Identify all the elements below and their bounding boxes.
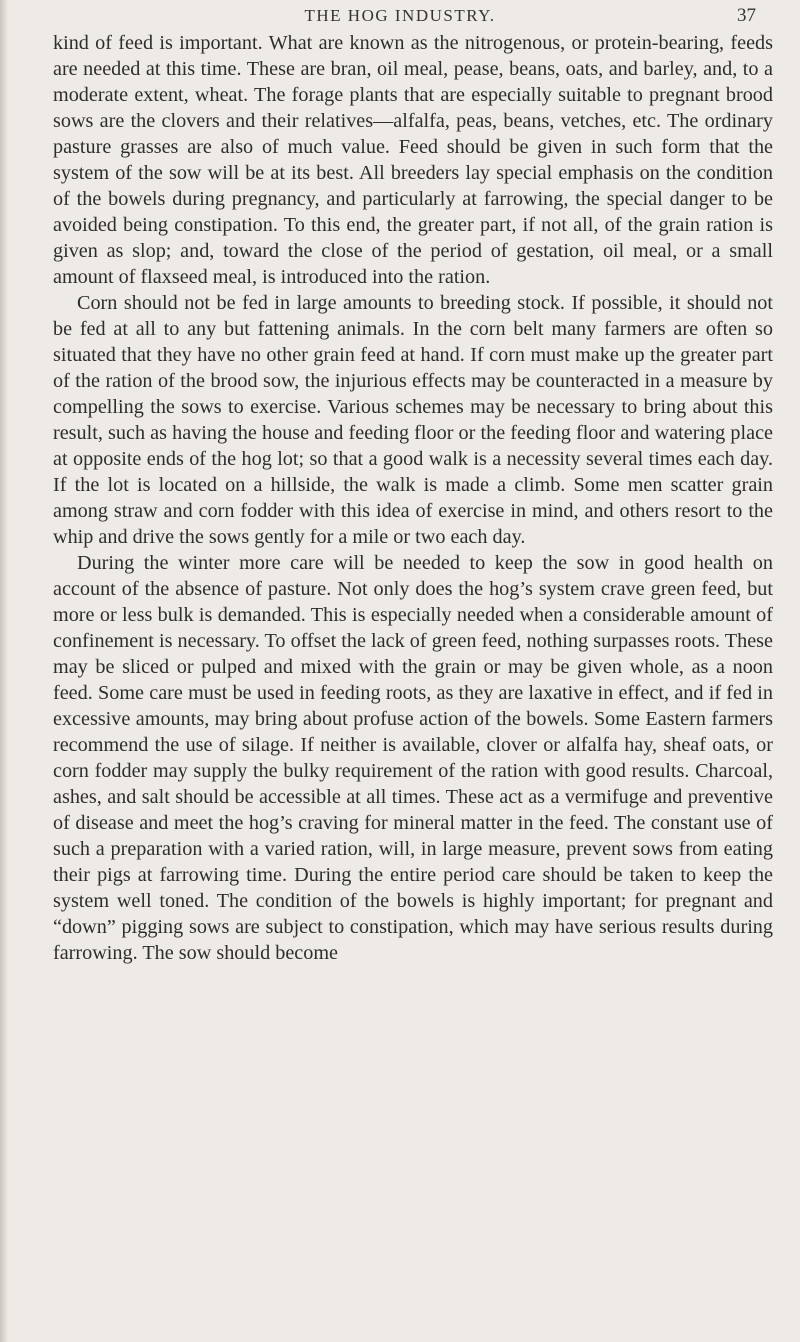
body-text — [53, 30, 773, 966]
paragraph-feed: kind of feed is important. What are known as the nitrogenous, or protein-bearing, feeds are needed at this time. These are bran, oil meal, pease, beans, oats, and barley, and, to a moderate extent, wheat. The forage plants that are especially suitable to pregnant brood sows are the clovers and their relatives—alfalfa, peas, beans, vetches, etc. The ordinary pasture grasses are also of much value. Feed should be given in such form that the system of the sow will be at its best. All breeders lay special emphasis on the condition of the bowels during pregnancy, and particularly at farrowing, the special danger to be avoided being constipation. To this end, the greater part, if not all, of the grain ration is given as slop; and, toward the close of the period of gestation, oil meal, or a small amount of flaxseed meal, is introduced into the ration. — [53, 32, 773, 288]
paragraph-corn: Corn should not be fed in large amounts to breeding stock. If possible, it should not be fed at all to any but fattening animals. In the corn belt many farmers are often so situated that they have no other grain feed at hand. If corn must make up the greater part of the ration of the brood sow, the injurious effects may be counteracted in a measure by compelling the sows to exercise. Various schemes may be necessary to bring about this result, such as having the house and feeding floor or the feeding floor and watering place at opposite ends of the hog lot; so that a good walk is a necessity several times each day. If the lot is located on a hillside, the walk is made a climb. Some men scatter grain among straw and corn fodder with this idea of exercise in mind, and others resort to the whip and drive the sows gently for a mile or two each day. — [53, 292, 773, 548]
page-number: 37 — [737, 5, 756, 26]
page-binding-edge — [0, 0, 8, 1342]
running-title: THE HOG INDUSTRY. — [304, 6, 496, 25]
page-header — [0, 4, 800, 30]
paragraph-winter: During the winter more care will be needed to keep the sow in good health on account of the absence of pasture. Not only does the hog’s system crave green feed, but more or less bulk is demanded. This is especially needed when a considerable amount of confinement is necessary. To offset the lack of green feed, nothing surpasses roots. These may be sliced or pulped and mixed with the grain or may be given whole, as a noon feed. Some care must be used in feeding roots, as they are laxative in effect, and if fed in excessive amounts, may bring about profuse action of the bowels. Some Eastern farmers recommend the use of silage. If neither is available, clover or alfalfa hay, sheaf oats, or corn fodder may supply the bulky requirement of the ration with good results. Charcoal, ashes, and salt should be accessible at all times. These act as a vermifuge and preventive of disease and meet the hog’s craving for mineral matter in the feed. The constant use of such a preparation with a varied ration, will, in large measure, prevent sows from eating their pigs at farrowing time. During the entire period care should be taken to keep the system well toned. The condition of the bowels is highly important; for pregnant and “down” pigging sows are subject to constipation, which may have serious results during farrowing. The sow should become — [53, 552, 773, 964]
